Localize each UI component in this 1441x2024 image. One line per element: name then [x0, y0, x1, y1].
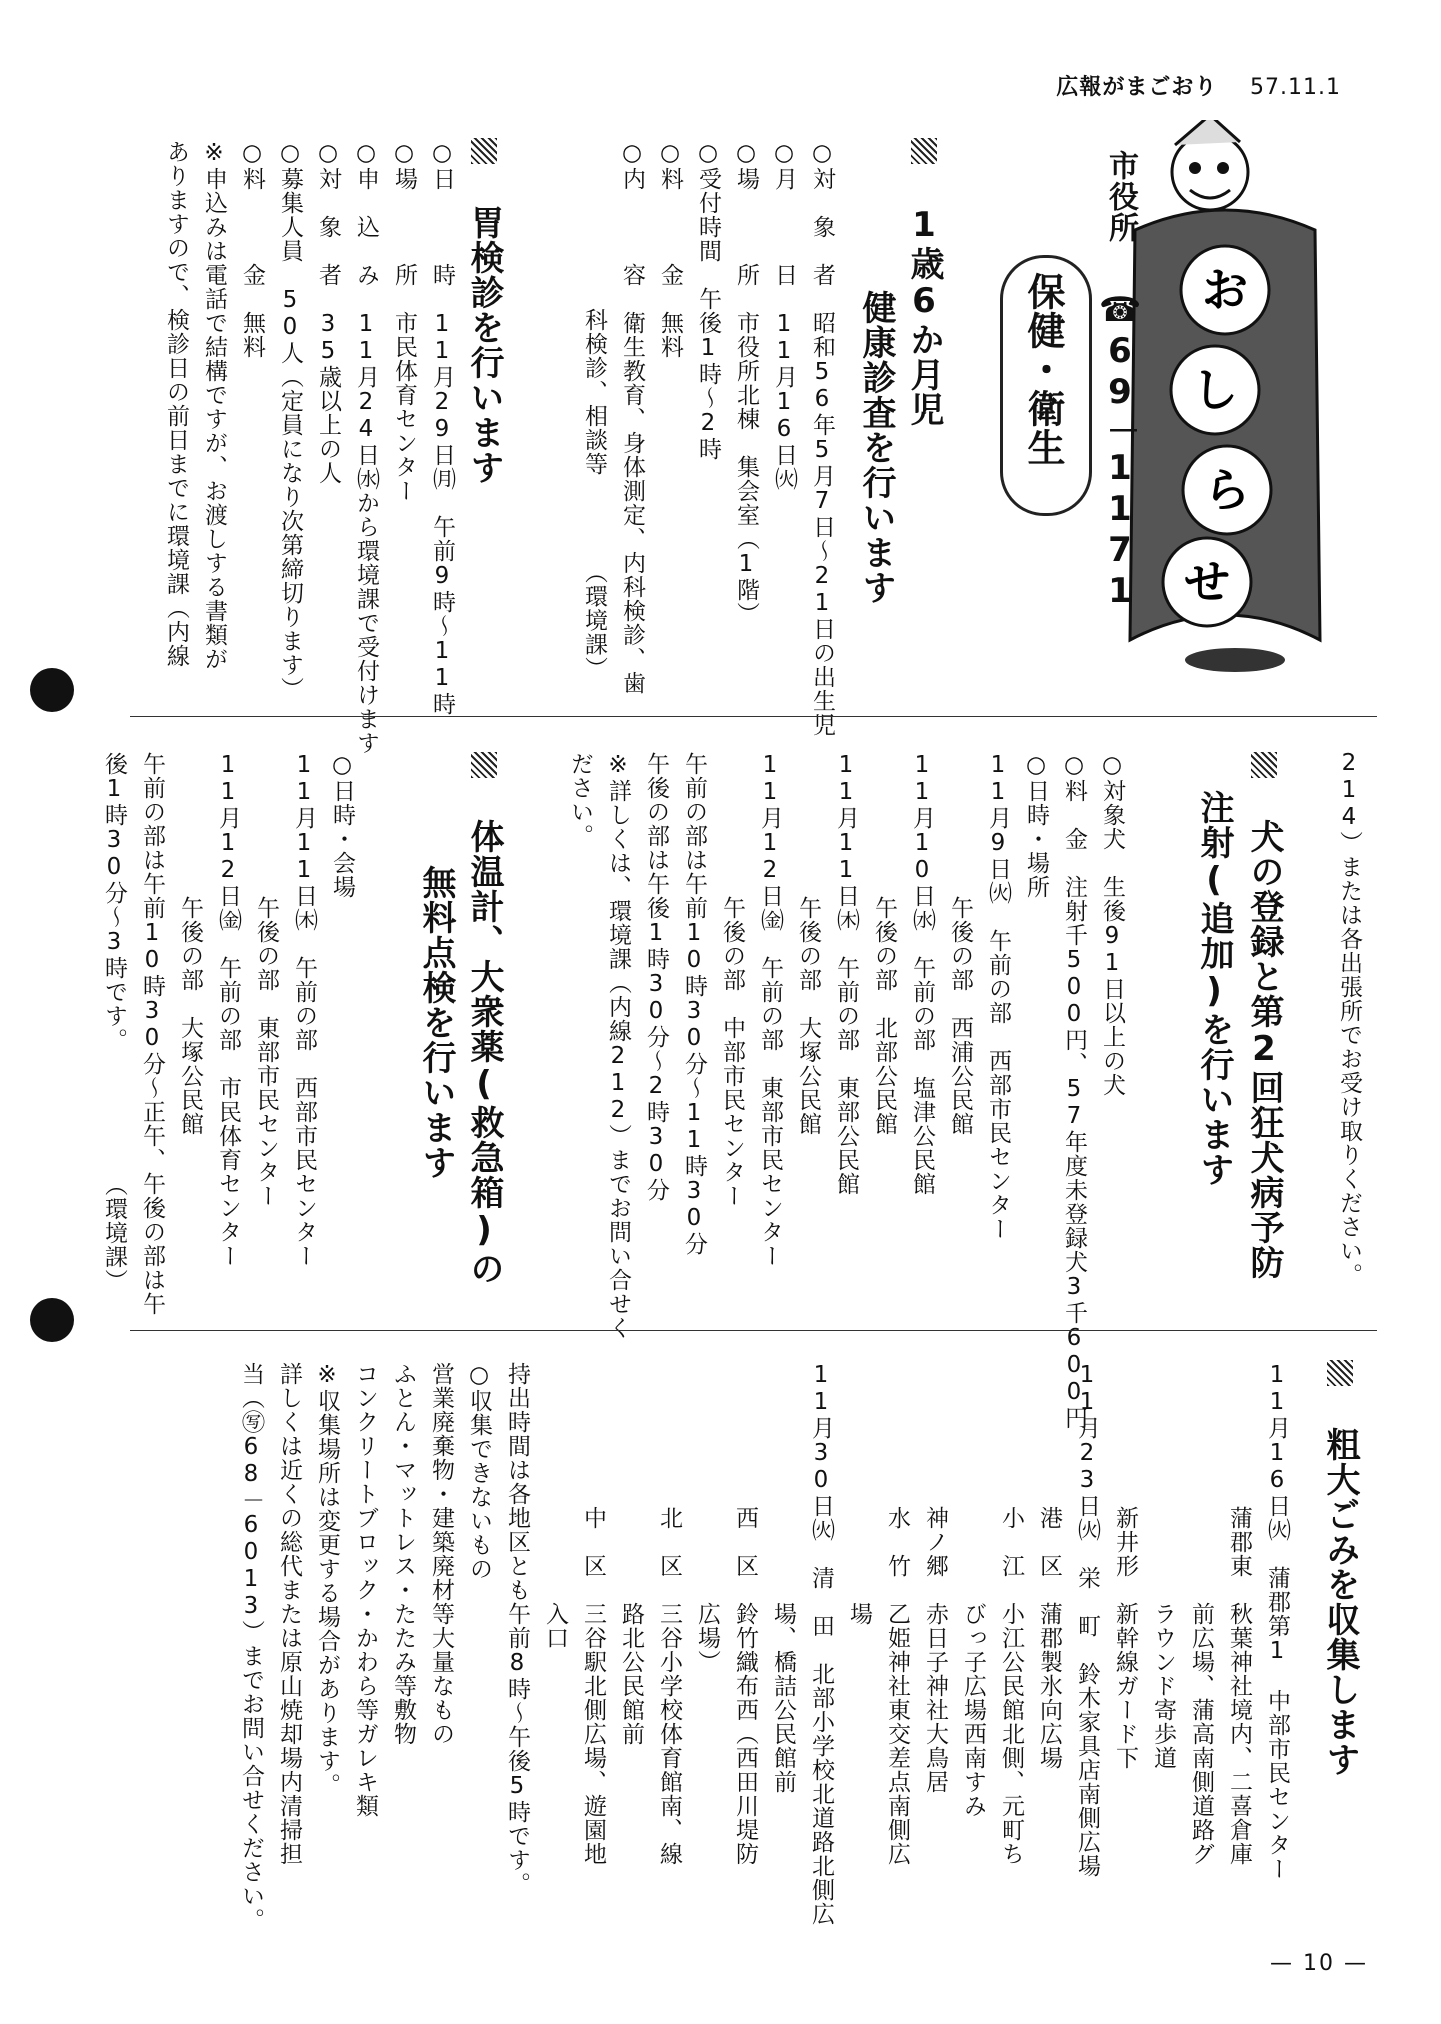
publication-name: 広報がまごおり — [1056, 75, 1218, 100]
page-number: — 10 — — [1270, 1951, 1368, 1976]
text-line: 午後の部 東部市民センター — [253, 752, 279, 1208]
text-line: ふとん・マットレス・たたみ等敷物 — [390, 1362, 416, 1746]
punch-hole — [30, 668, 74, 712]
heading-mark-icon — [911, 138, 937, 164]
text-line: ありますので、検診日の前日までに環境課（内線 — [163, 140, 189, 668]
checkup-body — [575, 140, 841, 737]
thermometer-title-2: 無料点検を行います — [416, 865, 456, 1180]
heading-mark-icon — [471, 138, 497, 164]
text-line: ださい。 — [567, 752, 593, 848]
thermometer-title-1: 体温計、大衆薬(救急箱)の — [460, 752, 508, 1286]
text-line: 午後の部 北部公民館 — [871, 752, 897, 1136]
text-line: 午前の部は午前10時30分～11時30分 — [681, 752, 707, 1256]
text-line: 持出時間は各地区とも午前8時～午後5時です。 — [504, 1362, 530, 1896]
heading-mark-icon — [471, 752, 497, 778]
continuation-text: 214）または各出張所でお受け取りください。 — [1336, 750, 1362, 1287]
thermometer-body — [95, 752, 361, 1316]
dog-title-1: 犬の登録と第2回狂犬病予防 — [1240, 752, 1288, 1280]
text-line: ※詳しくは、環境課（内線212）までお問い合せく — [605, 752, 631, 1340]
heading-mark-icon — [1251, 752, 1277, 778]
text-line: 蒲郡東 秋葉神社境内、二喜倉庫 — [1226, 1362, 1252, 1866]
text-line: 科検診、相談等 （環境課） — [581, 140, 607, 681]
text-line: 当（㊢68－6013）までお問い合せください。 — [238, 1362, 264, 1932]
banner-letter-2: し — [1192, 363, 1238, 417]
text-line: 新井形 新幹線ガード下 — [1112, 1362, 1138, 1770]
text-line: 11月30日㈫ 清 田 北部小学校北道路北側広 — [808, 1362, 834, 1926]
text-line: 午後の部 西浦公民館 — [947, 752, 973, 1136]
text-line: 11月23日㈫ 栄 町 鈴木家具店南側広場 — [1074, 1362, 1100, 1878]
section-label-text: 保健・衛生 — [1021, 272, 1065, 467]
text-line: ○場 所 市民体育センター — [391, 140, 417, 503]
text-line: 午前の部は午前10時30分～正午、午後の部は午 — [139, 752, 165, 1316]
banner-letter-4: せ — [1184, 555, 1230, 609]
text-line: ○対象犬 生後91日以上の犬 — [1099, 752, 1125, 1097]
text-line: 場、橋詰公民館前 — [770, 1362, 796, 1794]
text-line: 午後の部 中部市民センター — [719, 752, 745, 1208]
text-line: 小 江 小江公民館北側、元町ち — [998, 1362, 1024, 1866]
text-line: ○料 金 無料 — [657, 140, 683, 359]
banner-letter-3: ら — [1204, 463, 1250, 517]
text-line: 後1時30分～3時です。 （環境課） — [101, 752, 127, 1293]
text-line: ○内 容 衛生教育、身体測定、内科検診、歯 — [619, 140, 645, 695]
text-line: 午後の部は午後1時30分～2時30分 — [643, 752, 669, 1202]
mascot-illustration — [1115, 120, 1345, 680]
text-line: ラウンド寄歩道 — [1150, 1362, 1176, 1770]
office-phone: ☎69－1171 — [1100, 290, 1140, 612]
page-header — [1056, 70, 1341, 101]
text-line: ○場 所 市役所北棟 集会室（1階） — [733, 140, 759, 626]
text-line: 詳しくは近くの総代または原山焼却場内清掃担 — [276, 1362, 302, 1866]
text-line: ○募集人員 50人（定員になり次第締切ります） — [277, 140, 303, 701]
garbage-body — [232, 1362, 1296, 1932]
text-line: 北 区 三谷小学校体育館南、線 — [656, 1362, 682, 1866]
stomach-body — [157, 140, 461, 755]
text-line: 11月12日㈮ 午前の部 東部市民センター — [757, 752, 783, 1268]
dog-title-2: 注射(追加)を行います — [1194, 790, 1234, 1187]
text-line: ○対 象 者 昭和56年5月7日～21日の出生児 — [809, 140, 835, 737]
divider-1 — [130, 716, 1377, 717]
banner-letter-1: お — [1202, 263, 1248, 317]
text-line: ○日 時 11月29日㈪ 午前9時～11時 — [429, 140, 455, 716]
text-line: 営業廃棄物・建築廃材等大量なもの — [428, 1362, 454, 1746]
checkup-title-1: 1歳6か月児 — [900, 138, 948, 427]
heading-mark-icon — [1327, 1360, 1353, 1386]
punch-hole — [30, 1298, 74, 1342]
text-line: ○月 日 11月16日㈫ — [771, 140, 797, 491]
text-line: 前広場、蒲高南側道路グ — [1188, 1362, 1214, 1866]
text-line: 11月10日㈬ 午前の部 塩津公民館 — [909, 752, 935, 1196]
dog-body — [561, 752, 1131, 1430]
text-line: ○申 込 み 11月24日㈬から環境課で受付けます — [353, 140, 379, 755]
text-line: ○受付時間 午後1時～2時 — [695, 140, 721, 461]
garbage-title: 粗大ごみを収集します — [1316, 1360, 1364, 1777]
text-line: ○対 象 者 35歳以上の人 — [315, 140, 341, 485]
text-line: コンクリートブロック・かわら等ガレキ類 — [352, 1362, 378, 1818]
text-line: ○料 金 注射千500円、57年度未登録犬3千600円 — [1061, 752, 1087, 1430]
text-line: ○日時・場所 — [1023, 752, 1049, 899]
text-line: 11月16日㈫ 蒲郡第1 中部市民センター — [1264, 1362, 1290, 1881]
stomach-title: 胃検診を行います — [460, 138, 508, 485]
divider-2 — [130, 1330, 1377, 1331]
text-line: 港 区 蒲郡製氷向広場 — [1036, 1362, 1062, 1770]
text-line: 入口 — [542, 1362, 568, 1650]
text-line: 11月11日㈭ 午前の部 東部公民館 — [833, 752, 859, 1196]
text-line: 場 — [846, 1362, 872, 1626]
text-line: ○日時・会場 — [329, 752, 355, 899]
text-line: 路北公民館前 — [618, 1362, 644, 1746]
text-line: 11月11日㈭ 午前の部 西部市民センター — [291, 752, 317, 1268]
text-line: 広場） — [694, 1362, 720, 1674]
text-line: びっ子広場西南すみ — [960, 1362, 986, 1818]
text-line: 西 区 鈴竹織布西（西田川堤防 — [732, 1362, 758, 1866]
text-line: ○料 金 無料 — [239, 140, 265, 359]
text-line: 11月12日㈮ 午前の部 市民体育センター — [215, 752, 241, 1268]
checkup-title-2: 健康診査を行います — [856, 290, 896, 605]
text-line: 11月9日㈫ 午前の部 西部市民センター — [985, 752, 1011, 1241]
text-line: 午後の部 大塚公民館 — [795, 752, 821, 1136]
text-line: 午後の部 大塚公民館 — [177, 752, 203, 1136]
text-line: 神ノ郷 赤日子神社大鳥居 — [922, 1362, 948, 1794]
text-line: ※収集場所は変更する場合があります。 — [314, 1362, 340, 1797]
text-line: ○収集できないもの — [466, 1362, 492, 1581]
text-line: ※申込みは電話で結構ですが、お渡しする書類が — [201, 140, 227, 671]
text-line: 中 区 三谷駅北側広場、遊園地 — [580, 1362, 606, 1866]
text-line: 水 竹 乙姫神社東交差点南側広 — [884, 1362, 910, 1866]
section-label — [1000, 255, 1092, 516]
office-name: 市役所 — [1103, 150, 1138, 243]
issue-date: 57.11.1 — [1250, 75, 1341, 100]
